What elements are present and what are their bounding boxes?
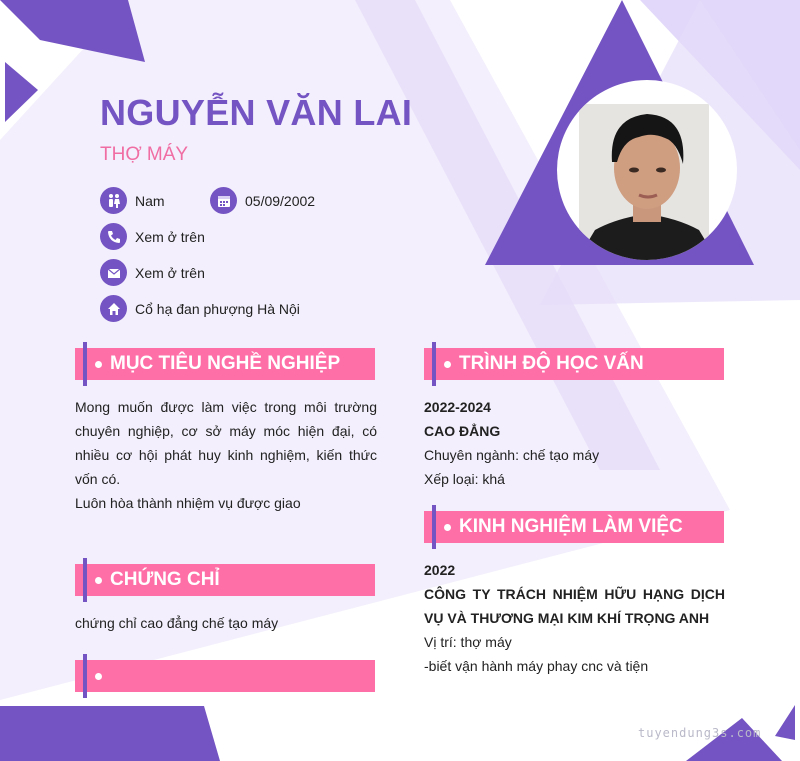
objective-text: Mong muốn được làm việc trong môi trường chuyên nghiệp, cơ sở máy móc hiện đại, có nhiều cơ hội phát huy kinh nghiệm, kiến thức vốn có. — [75, 399, 377, 487]
section-marker — [83, 654, 87, 698]
bullet-dot — [95, 673, 102, 680]
address-value: Cổ hạ đan phượng Hà Nội — [135, 300, 300, 317]
birthday-row — [210, 187, 315, 214]
job-title: THỢ MÁY — [100, 144, 189, 165]
education-period: 2022-2024 — [424, 399, 491, 415]
phone-row — [100, 223, 205, 250]
empty-section-header — [75, 660, 375, 692]
experience-year: 2022 — [424, 562, 456, 578]
certificate-item: chứng chỉ cao đẳng chế tạo máy — [75, 615, 279, 631]
profile-photo — [557, 80, 737, 260]
experience-detail: -biết vận hành máy phay cnc và tiện — [424, 658, 649, 674]
email-value: Xem ở trên — [135, 264, 205, 281]
gender-value: Nam — [135, 192, 165, 209]
objective-header — [75, 348, 375, 380]
bullet-dot — [95, 577, 102, 584]
calendar-icon — [210, 187, 237, 214]
email-icon — [100, 259, 127, 286]
email-row — [100, 259, 205, 286]
gender-row — [100, 187, 165, 214]
education-major: Chuyên ngành: chế tạo máy — [424, 447, 600, 463]
education-title: TRÌNH ĐỘ HỌC VẤN — [459, 353, 644, 374]
certificates-title: CHỨNG CHỈ — [110, 569, 220, 590]
address-row — [100, 295, 300, 322]
home-icon — [100, 295, 127, 322]
education-header — [424, 348, 724, 380]
experience-position: Vị trí: thợ máy — [424, 634, 512, 650]
candidate-name: NGUYỄN VĂN LAI — [100, 92, 413, 133]
phone-value: Xem ở trên — [135, 228, 205, 245]
education-degree: CAO ĐẲNG — [424, 423, 501, 439]
bullet-dot — [444, 361, 451, 368]
gender-icon — [100, 187, 127, 214]
objective-title: MỤC TIÊU NGHỀ NGHIỆP — [110, 353, 341, 374]
section-marker — [83, 342, 87, 386]
watermark: tuyendung3s.com — [638, 726, 762, 740]
phone-icon — [100, 223, 127, 250]
experience-company: CÔNG TY TRÁCH NHIỆM HỮU HẠNG DỊCH VỤ VÀ THƯƠNG MẠI KIM KHÍ TRỌNG ANH — [424, 586, 725, 626]
experience-header — [424, 511, 724, 543]
bullet-dot — [95, 361, 102, 368]
profile-photo-image — [557, 80, 737, 260]
section-marker — [432, 342, 436, 386]
section-marker — [432, 505, 436, 549]
bullet-dot — [444, 524, 451, 531]
education-grade: Xếp loại: khá — [424, 471, 505, 487]
objective-text-2: Luôn hòa thành nhiệm vụ được giao — [75, 495, 301, 511]
experience-title: KINH NGHIỆM LÀM VIỆC — [459, 516, 683, 537]
birthday-value: 05/09/2002 — [245, 192, 316, 209]
certificates-header — [75, 564, 375, 596]
section-marker — [83, 558, 87, 602]
